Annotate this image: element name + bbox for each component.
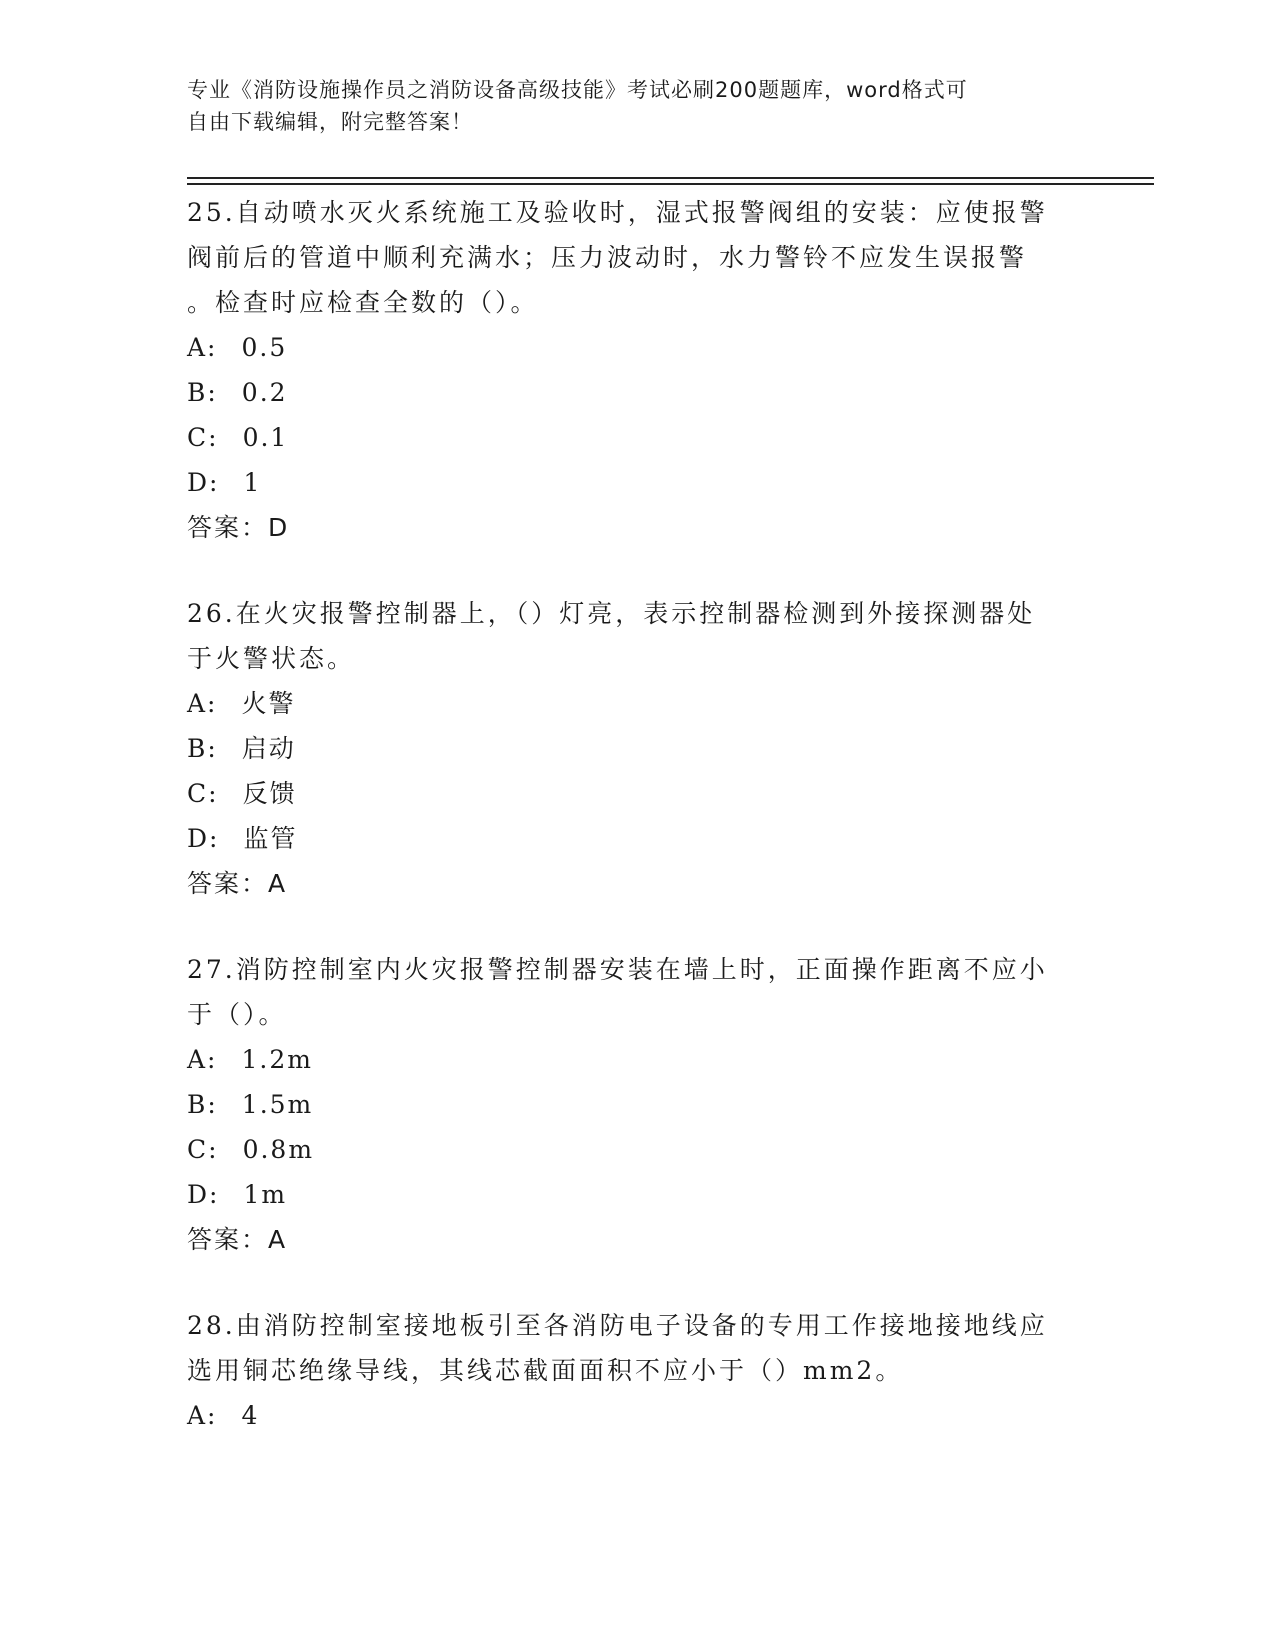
option-a: A: 火警 — [187, 689, 296, 718]
question-text-line: 25.自动喷水灭火系统施工及验收时，湿式报警阀组的安装：应使报警 — [187, 198, 1048, 227]
question-text-line: 于火警状态。 — [187, 644, 356, 673]
answer-line: 答案：A — [187, 1225, 288, 1254]
option-d: D: 监管 — [187, 824, 298, 853]
question-list — [187, 190, 1087, 1479]
question-27 — [187, 947, 1087, 1262]
question-text-line: 于（）。 — [187, 1000, 287, 1029]
option-b: B: 0.2 — [187, 378, 288, 407]
question-28 — [187, 1303, 1087, 1438]
option-a: A: 1.2m — [187, 1045, 313, 1074]
option-a: A: 0.5 — [187, 333, 288, 362]
option-b: B: 启动 — [187, 734, 296, 763]
question-text-line: 选用铜芯绝缘导线，其线芯截面面积不应小于（）mm2。 — [187, 1356, 904, 1385]
option-a: A: 4 — [187, 1401, 260, 1430]
option-d: D: 1m — [187, 1180, 288, 1209]
question-text-line: 。检查时应检查全数的（）。 — [187, 288, 539, 317]
answer-line: 答案：D — [187, 513, 290, 542]
option-c: C: 0.8m — [187, 1135, 315, 1164]
question-text-line: 27.消防控制室内火灾报警控制器安装在墙上时，正面操作距离不应小 — [187, 955, 1048, 984]
option-b: B: 1.5m — [187, 1090, 314, 1119]
question-text-line: 28.由消防控制室接地板引至各消防电子设备的专用工作接地接地线应 — [187, 1311, 1048, 1340]
header-line-1: 专业《消防设施操作员之消防设备高级技能》考试必刷200题题库，word格式可 — [187, 78, 968, 102]
question-text-line: 26.在火灾报警控制器上，（）灯亮，表示控制器检测到外接探测器处 — [187, 599, 1036, 628]
question-text-line: 阀前后的管道中顺利充满水；压力波动时，水力警铃不应发生误报警 — [187, 243, 1028, 272]
header-divider-top — [187, 177, 1154, 179]
header-divider-bottom — [187, 183, 1154, 185]
question-25 — [187, 190, 1087, 550]
answer-line: 答案：A — [187, 869, 288, 898]
option-c: C: 反馈 — [187, 779, 297, 808]
option-d: D: 1 — [187, 468, 262, 497]
question-26 — [187, 591, 1087, 906]
option-c: C: 0.1 — [187, 423, 289, 452]
document-header — [187, 74, 1087, 138]
header-line-2: 自由下载编辑，附完整答案！ — [187, 110, 473, 134]
